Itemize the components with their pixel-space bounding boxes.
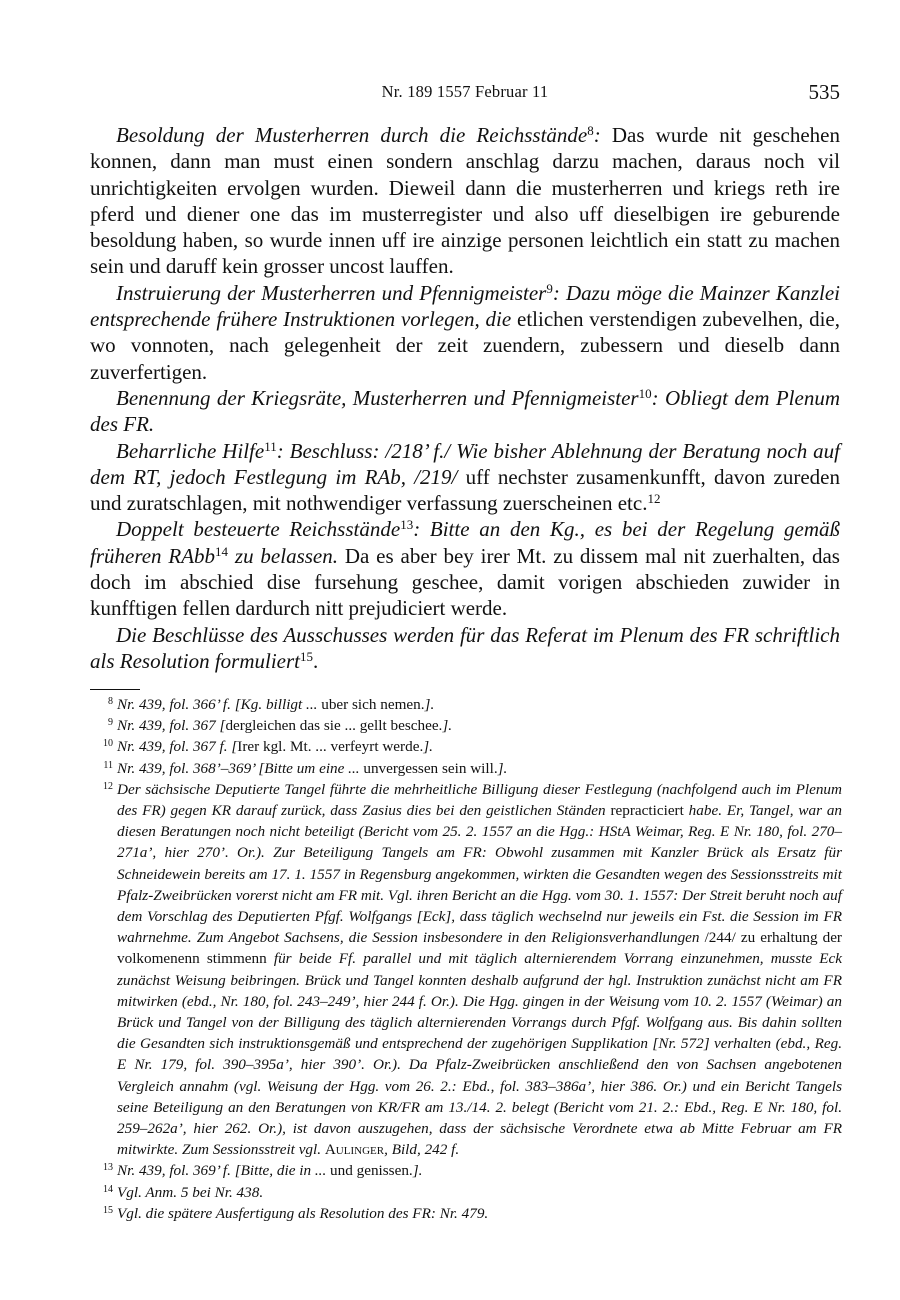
paragraph-heading: Beharrliche Hilfe: [116, 438, 265, 463]
footnote-italic-a: Der sächsische Deputierte Tangel führte die mehrheitliche Billigung dieser Festlegung (nachfolgend auch im Plenum des FR) gegen KR darauf zurück, dass Zasius dies bei den geistlichen Ständen: [117, 780, 842, 820]
footnote-10: [90, 736, 842, 757]
footnote-ref-15[interactable]: 15: [300, 648, 313, 664]
footnote-ref-12[interactable]: 12: [647, 491, 661, 507]
footnote-quote-b: repracticiert: [610, 802, 684, 820]
footnote-ref-13[interactable]: 13: [400, 517, 414, 533]
footnote-italic: Vgl. Anm. 5 bei Nr. 438.: [117, 1183, 264, 1201]
footnote-11: [90, 758, 842, 779]
footnote-number: 13: [103, 1162, 113, 1174]
paragraph-text: uff nechster zusamenkunfft, davon zureden und zuratschlagen, mit nothwendiger verfassung zuerscheinen etc.: [90, 464, 840, 516]
footnote-divider: [90, 689, 140, 690]
footnote-14: [90, 1182, 842, 1203]
footnote-number: 11: [103, 759, 113, 771]
footnote-number: 9: [108, 717, 113, 729]
footnote-italic: Vgl. die spätere Ausfertigung als Resolution des FR: Nr. 479.: [117, 1204, 489, 1222]
footnote-number: 8: [108, 696, 113, 707]
footnote-italic-e: für beide Ff. parallel und mit täglich alternierendem Vorrang einzunehmen, musste Eck zunächst Weisung beibringen. Brück und Tangel konnten deshalb aufgrund der hgl. Instruktion zunächst nicht am FR mitwirken (ebd., Nr. 180, fol. 243–249’, hier 244 f. Or.). Die Hgg. gingen in der Weisung vom 10. 2. 1557 (Weimar) an Brück und Tangel von der Billigung des täglich alternierenden Vorrangs durch Pfgf. Wolfgang aus. Bis dahin sollten die Gesandten sich instruktionsgemäß und entsprechend der zugehörigen Supplikation [Nr. 572] verhalten (ebd., Reg. E Nr. 179, fol. 390–395a’, hier 390’. Or.). Da Pfalz-Zweibrücken anschließend den von Sachsen angebotenen Vergleich annahm (vgl. Weisung der Hgg. vom 26. 2.: Ebd., fol. 383–386a’, hier 386. Or.) und ein Bericht Tangels seine Beteiligung an den Beratungen von KR/FR am 13./14. 2. belegt (Bericht vom 21. 2.: Ebd., Reg. E Nr. 180, fol. 259–262a’, hier 262. Or.), ist davon auszugehen, dass der sächsische Verordnete etwa ab Mitte Februar am FR mitwirkte. Zum Sessionsstreit vgl.: [117, 950, 842, 1159]
footnote-number: 15: [103, 1204, 113, 1216]
running-title: Nr. 189 1557 Februar 11: [381, 82, 549, 101]
footnote-italic-c: habe. Er, Tangel, war an diesen Beratungen noch nicht beteiligt (Bericht vom 25. 2. 1557 an die Hgg.: HStA Weimar, Reg. E Nr. 180, fol. 270–271a’, hier 270’. Or.). Zur Beteiligung Tangels am FR: Obwohl zusammen mit Kanzler Brück als Ersatz für Schneidewein bereits am 17. 1. 1557 in Regensburg angekommen, wirkten die Gesandten wegen des Sessionsstreits mit Pfalz-Zweibrücken vorerst nicht am FR mit. Vgl. ihren Bericht an die Hgg. vom 30. 1. 1557: Der Streit beruht noch auf dem Vorschlag des Deputierten Pfgf. Wolfgangs [Eck], dass täglich wechselnd nur jeweils ein Fst. die Session im FR wahrnehme. Zum Angebot Sachsens, die Session insbesondere in den Religionsverhandlungen: [117, 802, 843, 947]
footnote-italic: Nr. 439, fol. 367 f. [: [117, 738, 238, 756]
paragraph-doppelt-besteuerte: [90, 516, 840, 621]
footnote-quote-d: /244/ zu erhaltung der volkomenenn stimmenn: [117, 929, 842, 968]
footnote-italic-end: ].: [412, 1162, 423, 1180]
colon: :: [593, 123, 601, 147]
footnote-italic: Nr. 439, fol. 369’ f. [Bitte, die in ...: [117, 1162, 327, 1180]
footnote-ref-10[interactable]: 10: [638, 385, 652, 401]
paragraph-text: etlichen verstendigen zubevelhen, die, wo vonnoten, nach gelegenheit der zeit zuendern, zubessern und dieselb dann zuverfertigen.: [90, 307, 840, 384]
paragraph-beschluesse: [90, 622, 840, 675]
paragraph-besoldung: [90, 122, 840, 280]
footnote-12: [90, 779, 842, 1161]
page-number: 535: [808, 80, 840, 104]
footnote-15: [90, 1203, 842, 1224]
footnote-quote: Irer kgl. Mt. ... verfeyrt werde.: [237, 738, 424, 756]
footnote-italic: Nr. 439, fol. 368’–369’ [Bitte um eine ...: [117, 759, 360, 777]
footnote-quote: und genissen.: [326, 1162, 413, 1180]
paragraph-italic-text-2: zu belassen.: [228, 543, 338, 568]
footnote-number: 10: [103, 738, 113, 750]
period: .: [313, 648, 319, 673]
footnote-italic: Nr. 439, fol. 366’ f. [Kg. billigt ...: [117, 696, 318, 713]
footnote-ref-11[interactable]: 11: [264, 438, 277, 454]
paragraph-italic-text: : Obliegt dem Plenum des FR.: [90, 385, 840, 437]
paragraph-text: Das wurde nit geschehen konnen, dann man must einen sondern anschlag darzu machen, daraus noch vil unrichtigkeiten ervolgen wurden. Dieweil dann die musterherren und kriegs reth ire pferd und diener one das im musterregister und also uff dieselbigen ire geburende besoldung haben, so wurde innen uff ire ainzige personen leichtlich ein statt zu machen sein und daruff kein grosser uncost lauffen.: [90, 123, 840, 279]
paragraph-italic-text: : Dazu möge die Mainzer Kanzlei entsprechende frühere Instruktionen vorlegen, die: [90, 280, 840, 332]
footnote-number: 12: [103, 780, 113, 792]
footnote-italic-g: , Bild, 242 f.: [384, 1141, 460, 1159]
footnote-ref-14[interactable]: 14: [215, 543, 229, 559]
author-name: Aulinger: [324, 1141, 385, 1159]
paragraph-heading: Besoldung der Musterherren durch die Reichsstände: [116, 123, 588, 147]
paragraph-italic-text: Die Beschlüsse des Ausschusses werden für das Referat im Plenum des FR schriftlich als Resolution formuliert: [90, 622, 840, 673]
footnote-13: [90, 1160, 842, 1181]
footnotes: [90, 694, 842, 1224]
footnote-ref-8[interactable]: 8: [587, 123, 594, 138]
footnote-number: 14: [103, 1183, 113, 1195]
paragraph-instruierung: [90, 280, 840, 385]
paragraph-benennung: [90, 385, 840, 438]
footnote-quote: uber sich nemen.: [317, 696, 425, 713]
footnote-italic-end: ].: [442, 717, 453, 735]
footnote-italic: Nr. 439, fol. 367 [: [117, 717, 226, 735]
page-header: [90, 80, 840, 106]
paragraph-heading: Benennung der Kriegsräte, Musterherren und Pfennigmeister: [116, 385, 639, 410]
paragraph-italic-text: : Bitte an den Kg., es bei der Regelung gemäß früheren RAbb: [90, 517, 840, 568]
footnote-italic-end: ].: [424, 696, 435, 713]
footnote-9: [90, 715, 842, 736]
footnote-quote: unvergessen sein will.: [359, 759, 498, 777]
footnote-quote: dergleichen das sie ... gellt bescheе.: [225, 717, 443, 735]
paragraph-text: Da es aber bey irer Mt. zu dissem mal nit zuerhalten, das doch im abschied dise fursehung geschee, damit vorigen abschieden zuwider in kunfftigen fellen dardurch nitt prejudiciert werde.: [90, 543, 840, 621]
paragraph-heading: Doppelt besteuerte Reichsstände: [116, 517, 401, 542]
main-text: [90, 122, 840, 674]
footnote-8: [90, 694, 842, 715]
footnote-italic-end: ].: [497, 759, 508, 777]
paragraph-italic-text: : Beschluss: /218’ f./ Wie bisher Ablehnung der Beratung noch auf dem RT, jedoch Festlegung im RAb, /219/: [90, 438, 841, 489]
footnote-italic-end: ].: [423, 738, 433, 756]
footnote-ref-9[interactable]: 9: [546, 280, 553, 296]
paragraph-heading: Instruierung der Musterherren und Pfennigmeister: [116, 280, 547, 305]
paragraph-beharrliche-hilfe: [90, 438, 840, 517]
